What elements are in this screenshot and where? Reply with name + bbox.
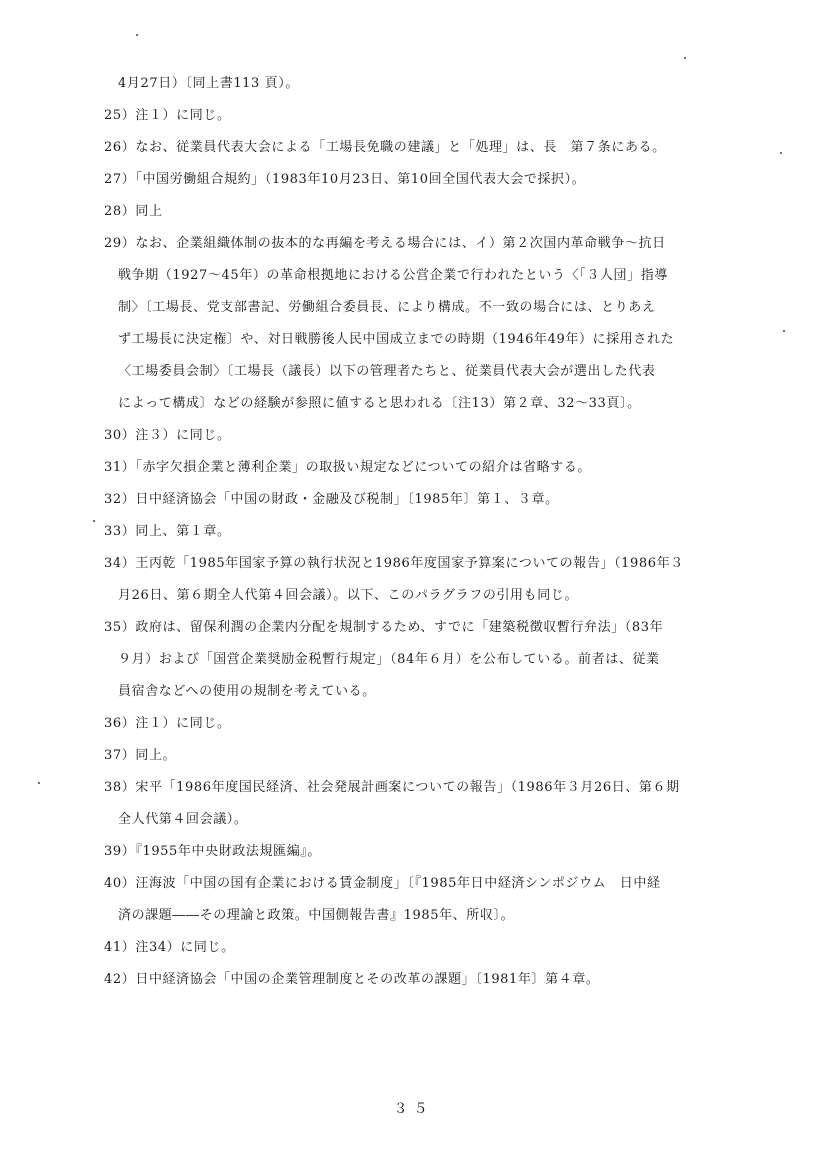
note-line: 制〉〔工場長、党支部書記、労働組合委員長、により構成。不一致の場合には、とりあえ [118, 300, 656, 315]
note-line: 40）汪海波「中国の国有企業における賃金制度」〔『1985年日中経済シンポジウム 日中経 [104, 876, 661, 891]
note-line: 30）注３）に同じ。 [104, 428, 231, 443]
note-line: 26）なお、従業員代表大会による「工場長免職の建議」と「処理」は、長 第７条にある。 [104, 140, 666, 155]
note-line: 29）なお、企業組織体制の抜本的な再編を考える場合には、イ）第２次国内革命戦争～抗日 [104, 236, 666, 251]
note-line: 32）日中経済協会「中国の財政・金融及び税制」〔1985年〕第１、３章。 [104, 492, 559, 507]
note-line: ず工場長に決定権〕や、対日戦勝後人民中国成立までの時期（1946年49年）に採用された [118, 332, 675, 347]
note-line: 35）政府は、留保利潤の企業内分配を規制するため、すでに「建築税徴収暫行弁法」（83年 [104, 620, 664, 635]
note-line: 34）王丙乾「1985年国家予算の執行状況と1986年度国家予算案についての報告」（1986年３ [104, 556, 684, 571]
note-line: 月26日、第６期全人代第４回会議）。以下、このパラグラフの引用も同じ。 [118, 588, 579, 603]
note-line: 4月27日）〔同上書113 頁）。 [118, 76, 299, 91]
scan-speck [780, 152, 782, 154]
note-line: 33）同上、第１章。 [104, 524, 231, 539]
scan-speck [783, 330, 785, 332]
scan-speck [684, 57, 686, 59]
page-number: ３５ [393, 1101, 434, 1117]
scan-speck [38, 782, 40, 784]
note-line: 27）「中国労働組合規約」（1983年10月23日、第10回全国代表大会で採択）。 [104, 172, 586, 187]
note-line: 36）注１）に同じ。 [104, 716, 231, 731]
note-line: 42）日中経済協会「中国の企業管理制度とその改革の課題」〔1981年〕第４章。 [104, 972, 600, 987]
endnotes-list [104, 68, 734, 996]
note-line: 済の課題――その理論と政策。中国側報告書』1985年、所収〕。 [118, 908, 515, 923]
note-line: によって構成〕などの経験が参照に値すると思われる〔注13）第２章、32～33頁〕。 [118, 396, 641, 411]
note-line: 戦争期（1927～45年）の革命根拠地における公営企業で行われたという〈「３人団」指導 [118, 268, 668, 283]
note-line: ９月）および「国営企業奨励金税暫行規定」（84年６月）を公布している。前者は、従業 [118, 652, 660, 667]
note-line: 28）同上 [104, 204, 163, 219]
note-line: 41）注34）に同じ。 [104, 940, 235, 955]
note-line: 37）同上。 [104, 748, 177, 763]
note-line: 25）注１）に同じ。 [104, 108, 231, 123]
note-line: 〈工場委員会制〉〔工場長（議長）以下の管理者たちと、従業員代表大会が選出した代表 [118, 364, 656, 379]
note-line: 39）『1955年中央財政法規匯編』。 [104, 844, 322, 859]
note-line: 員宿舎などへの使用の規制を考えている。 [118, 684, 376, 699]
scan-speck [136, 34, 138, 36]
note-line: 31）「赤字欠損企業と薄利企業」の取扱い規定などについての紹介は省略する。 [104, 460, 591, 475]
note-line: 全人代第４回会議）。 [118, 812, 248, 827]
note-line: 38）宋平「1986年度国民経済、社会発展計画案についての報告」（1986年３月26日、第６期 [104, 780, 680, 795]
scan-speck [93, 520, 95, 522]
